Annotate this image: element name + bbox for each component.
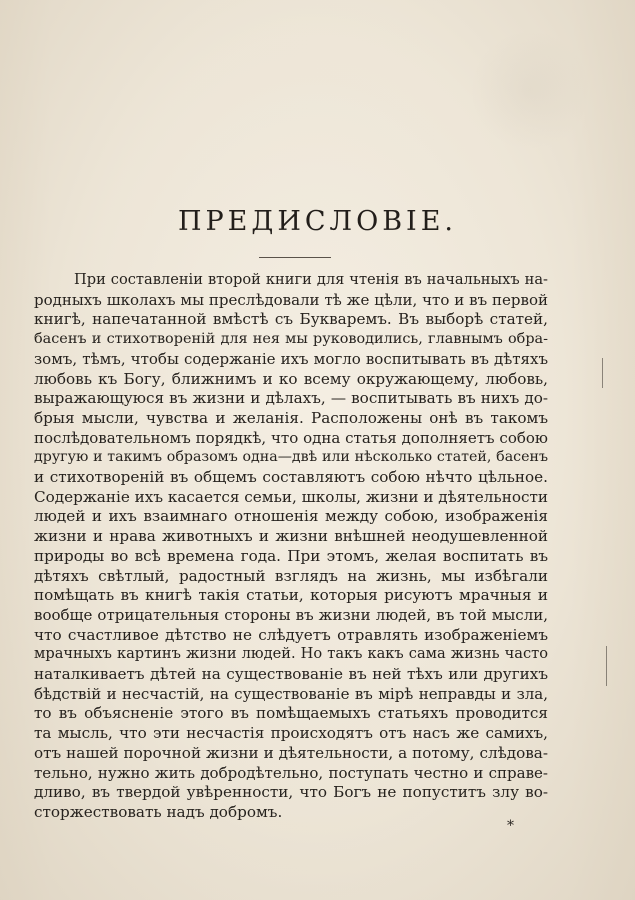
text-line: любовь къ Богу, ближнимъ и ко всему окружающему, любовь, — [34, 369, 548, 388]
margin-pencil-mark — [606, 646, 607, 686]
title-underline — [259, 257, 331, 258]
text-line: брыя мысли, чувства и желанія. Расположены онѣ въ такомъ — [34, 408, 548, 427]
text-line: отъ нашей порочной жизни и дѣятельности, а потому, слѣдова- — [34, 743, 548, 762]
text-line: выражающуюся въ жизни и дѣлахъ, — воспитывать въ нихъ до- — [34, 389, 548, 408]
text-line: жизни и нрава животныхъ и жизни внѣшней неодушевленной — [34, 527, 548, 546]
text-line: бѣдствій и несчастій, на существованіе въ мірѣ неправды и зла, — [34, 684, 548, 703]
text-line: Содержаніе ихъ касается семьи, школы, жизни и дѣятельности — [34, 487, 548, 506]
text-line: послѣдовательномъ порядкѣ, что одна статья дополняетъ собою — [34, 428, 548, 447]
text-line: книгѣ, напечатанной вмѣстѣ съ Букваремъ. Въ выборѣ статей, — [34, 310, 548, 329]
text-line: что счастливое дѣтство не слѣдуетъ отравлять изображеніемъ — [34, 625, 548, 644]
page-title: ПРЕДИСЛОВІЕ. — [177, 206, 458, 237]
text-line: мрачныхъ картинъ жизни людей. Но такъ какъ сама жизнь часто — [34, 645, 548, 663]
text-line: то въ объясненіе этого въ помѣщаемыхъ статьяхъ проводится — [34, 704, 548, 723]
text-line: и стихотвореній въ общемъ составляютъ собою нѣчто цѣльное. — [34, 468, 548, 486]
text-line: тельно, нужно жить добродѣтельно, поступать честно и справе- — [34, 763, 548, 782]
text-line: помѣщать въ книгѣ такія статьи, которыя рисуютъ мрачныя и — [34, 586, 548, 605]
text-line: природы во всѣ времена года. При этомъ, желая воспитать въ — [34, 546, 548, 565]
margin-pencil-mark — [602, 358, 603, 388]
text-line: та мысль, что эти несчастія происходятъ отъ насъ же самихъ, — [34, 724, 548, 743]
text-line: зомъ, тѣмъ, чтобы содержаніе ихъ могло воспитывать въ дѣтяхъ — [34, 349, 548, 368]
text-line: вообще отрицательныя стороны въ жизни людей, въ той мысли, — [34, 605, 548, 624]
text-line: людей и ихъ взаимнаго отношенія между собою, изображенія — [34, 507, 548, 526]
show-through-stain — [470, 30, 590, 150]
text-line: дливо, въ твердой увѣренности, что Богъ не попуститъ злу во- — [34, 783, 548, 802]
text-line: другую и такимъ образомъ одна—двѣ или нѣсколько статей, басенъ — [34, 449, 548, 466]
footer-asterisk: * — [507, 818, 514, 834]
text-line: наталкиваетъ дѣтей на существованіе въ ней тѣхъ или другихъ — [34, 665, 548, 683]
text-line: басенъ и стихотвореній для нея мы руководились, главнымъ обра- — [34, 331, 548, 348]
text-line: дѣтяхъ свѣтлый, радостный взглядъ на жизнь, мы избѣгали — [34, 566, 548, 585]
text-line: родныхъ школахъ мы преслѣдовали тѣ же цѣли, что и въ первой — [34, 290, 548, 309]
text-line: При составленіи второй книги для чтенія въ начальныхъ на- — [74, 271, 548, 288]
text-line: сторжествовать надъ добромъ. — [34, 802, 283, 821]
